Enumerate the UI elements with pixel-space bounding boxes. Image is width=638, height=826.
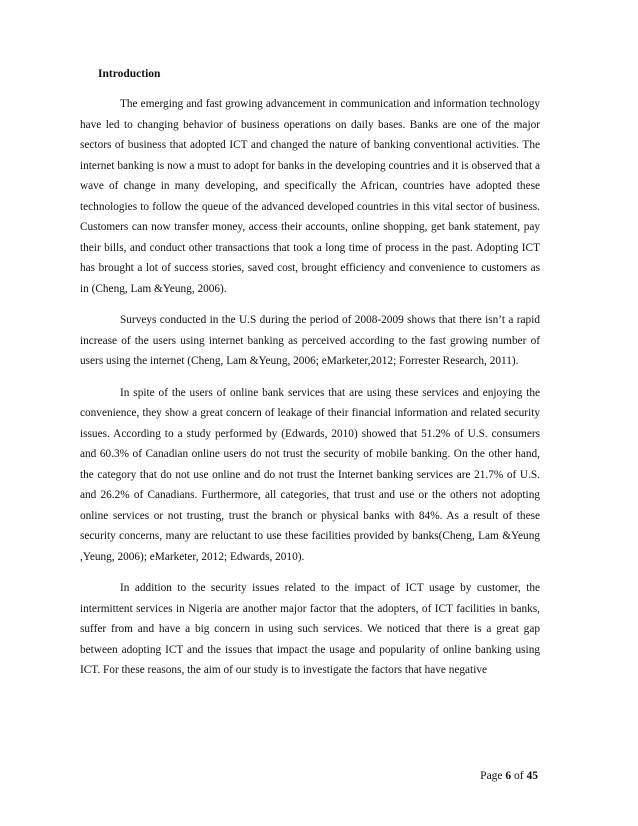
paragraph-2: Surveys conducted in the U.S during the period of 2008-2009 shows that there isn’t a rapid increase of the users using internet banking as perceived according to the fast growing number of users using the internet (Cheng, Lam &Yeung, 2006; eMarketer,2012; Forrester Research, 2011).	[80, 314, 540, 367]
current-page-number: 6	[505, 770, 512, 782]
page-number-footer	[480, 770, 538, 782]
page-of-label: of	[511, 770, 527, 782]
paragraph-3: In spite of the users of online bank services that are using these services and enjoying the convenience, they show a great concern of leakage of their financial information and related security issues. According to a study performed by (Edwards, 2010) showed that 51.2% of U.S. consumers and 60.3% of Canadian online users do not trust the security of mobile banking. On the other hand, the category that do not use online and do not trust the Internet banking services are 21.7% of U.S. and 26.2% of Canadians. Furthermore, all categories, that trust and use or the others not adopting online services or not trusting, trust the branch or physical banks with 84%. As a result of these security concerns, many are reluctant to use these facilities provided by banks(Cheng, Lam &Yeung ,Yeung, 2006); eMarketer, 2012; Edwards, 2010).	[80, 386, 540, 563]
body-text	[80, 94, 540, 692]
page-label: Page	[480, 770, 506, 782]
total-page-count: 45	[526, 770, 538, 782]
paragraph-1: The emerging and fast growing advancement in communication and information technology have led to changing behavior of business operations on daily bases. Banks are one of the major sectors of business that adopted ICT and changed the nature of banking conventional activities. The internet banking is now a must to adopt for banks in the developing countries and it is observed that a wave of change in many developing, and specifically the African, countries have adopted these technologies to follow the queue of the advanced developed countries in this vital sector of business. Customers can now transfer money, access their accounts, online shopping, get bank statement, pay their bills, and conduct other transactions that took a long time of process in the past. Adopting ICT has brought a lot of success stories, saved cost, brought efficiency and convenience to customers as in (Cheng, Lam &Yeung, 2006).	[80, 98, 540, 295]
section-heading: Introduction	[98, 68, 161, 80]
paragraph-4: In addition to the security issues related to the impact of ICT usage by customer, the intermittent services in Nigeria are another major factor that the adopters, of ICT facilities in banks, suffer from and have a big concern in using such services. We noticed that there is a great gap between adopting ICT and the issues that impact the usage and popularity of online banking using ICT. For these reasons, the aim of our study is to investigate the factors that have negative	[80, 582, 540, 676]
